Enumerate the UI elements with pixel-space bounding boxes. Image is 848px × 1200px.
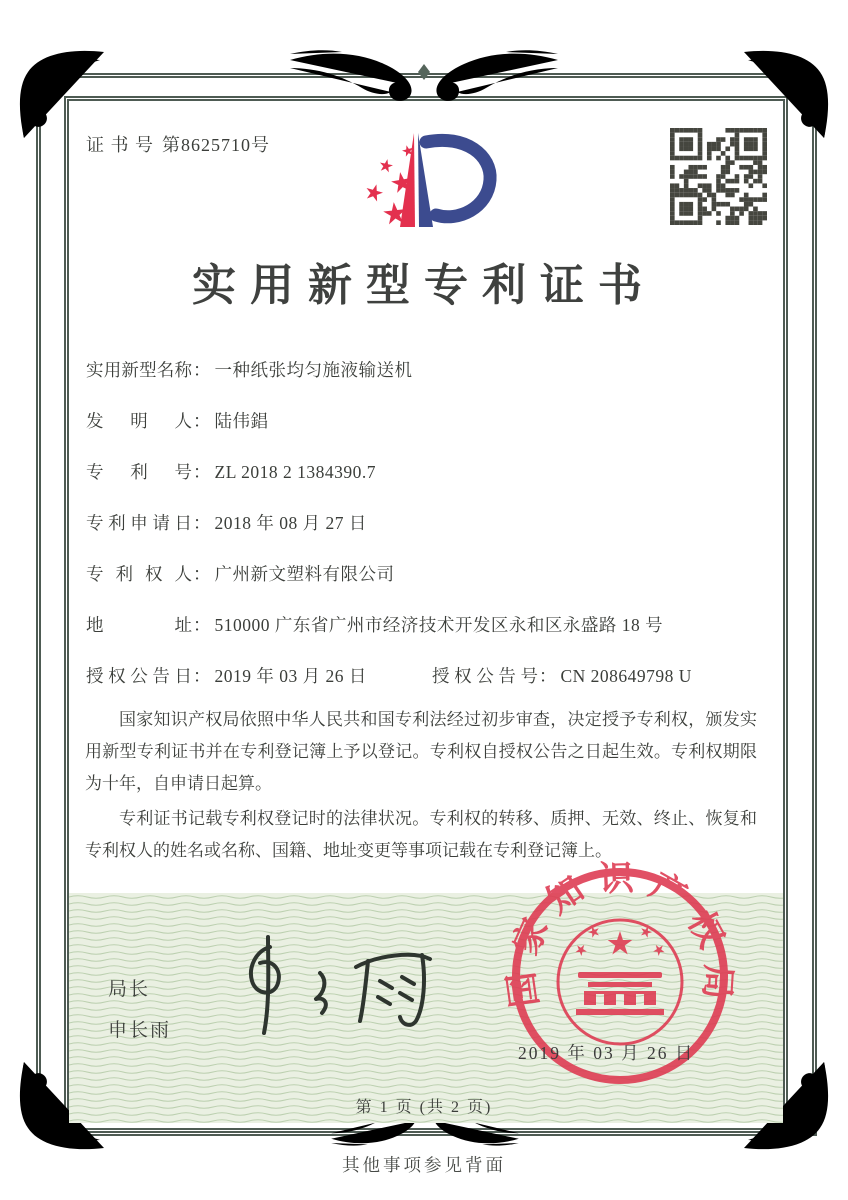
certificate-number-value: 第8625710号 [162, 135, 270, 155]
field-list [86, 358, 762, 715]
certificate-title: 实用新型专利证书 [192, 261, 656, 310]
signer-title: 局长 [108, 979, 151, 1000]
back-side-note: 其他事项参见背面 [342, 1155, 506, 1175]
field-label: 实用新型名称 [86, 360, 192, 380]
field-label: 专利申请日 [86, 513, 192, 533]
field-value: 510000 广东省广州市经济技术开发区永和区永盛路 18 号 [214, 615, 664, 635]
field-value: 2018 年 08 月 27 日 [214, 513, 367, 533]
field-row: 专利权人 ： 广州新文塑料有限公司 [86, 564, 395, 584]
top-center-ornament-icon [289, 44, 559, 104]
field-row: 发明人 ： 陆伟錩 [86, 411, 269, 431]
legal-paragraph-1: 国家知识产权局依照中华人民共和国专利法经过初步审查，决定授予专利权，颁发实用新型专利证书并在专利登记簿上予以登记。专利权自授权公告之日起生效。专利权期限为十年，自申请日起算。 [85, 710, 757, 793]
field-label: 地址 [86, 615, 192, 635]
field-value: 广州新文塑料有限公司 [214, 564, 395, 584]
cnipa-logo-icon [352, 122, 502, 237]
field-row: 专利号 ： ZL 2018 2 1384390.7 [86, 462, 376, 482]
field-row: 地址 ： 510000 广东省广州市经济技术开发区永和区永盛路 18 号 [86, 615, 664, 635]
signer-block [108, 974, 171, 1042]
certificate-number [86, 131, 270, 157]
signature-handwriting-icon [218, 925, 443, 1043]
legal-paragraph-2: 专利证书记载专利权登记时的法律状况。专利权的转移、质押、无效、终止、恢复和专利权人的姓名或名称、国籍、地址变更等事项记载在专利登记簿上。 [85, 809, 757, 860]
certificate-number-label: 证 书 号 [86, 135, 154, 155]
grant-date-value: 2019 年 03 月 26 日 [214, 666, 367, 686]
field-label: 发明人 [86, 411, 192, 431]
seal-date: 2019 年 03 月 26 日 [518, 1043, 695, 1063]
signer-name: 申长雨 [108, 1020, 172, 1041]
field-value: 陆伟錩 [214, 411, 269, 431]
national-emblem-icon [573, 924, 667, 1015]
seal-text: 国家知识产权局 [502, 858, 738, 1010]
field-row: 专利申请日 ： 2018 年 08 月 27 日 [86, 513, 367, 533]
field-value: ZL 2018 2 1384390.7 [214, 462, 376, 482]
field-row-grant: 授权公告日 ： 2019 年 03 月 26 日 授权公告号 ： CN 208649798 U [86, 666, 692, 686]
page-indicator: 第 1 页 (共 2 页) [355, 1099, 493, 1116]
field-label: 专利号 [86, 462, 192, 482]
field-value: 一种纸张均匀施液输送机 [214, 360, 413, 380]
grant-date-label: 授权公告日 [86, 666, 192, 686]
field-label: 专利权人 [86, 564, 192, 584]
qr-code [670, 128, 767, 225]
grant-number-value: CN 208649798 U [560, 666, 692, 686]
legal-text [85, 704, 757, 870]
field-row: 实用新型名称 ： 一种纸张均匀施液输送机 [86, 360, 413, 380]
grant-number-label: 授权公告号 [432, 666, 538, 686]
